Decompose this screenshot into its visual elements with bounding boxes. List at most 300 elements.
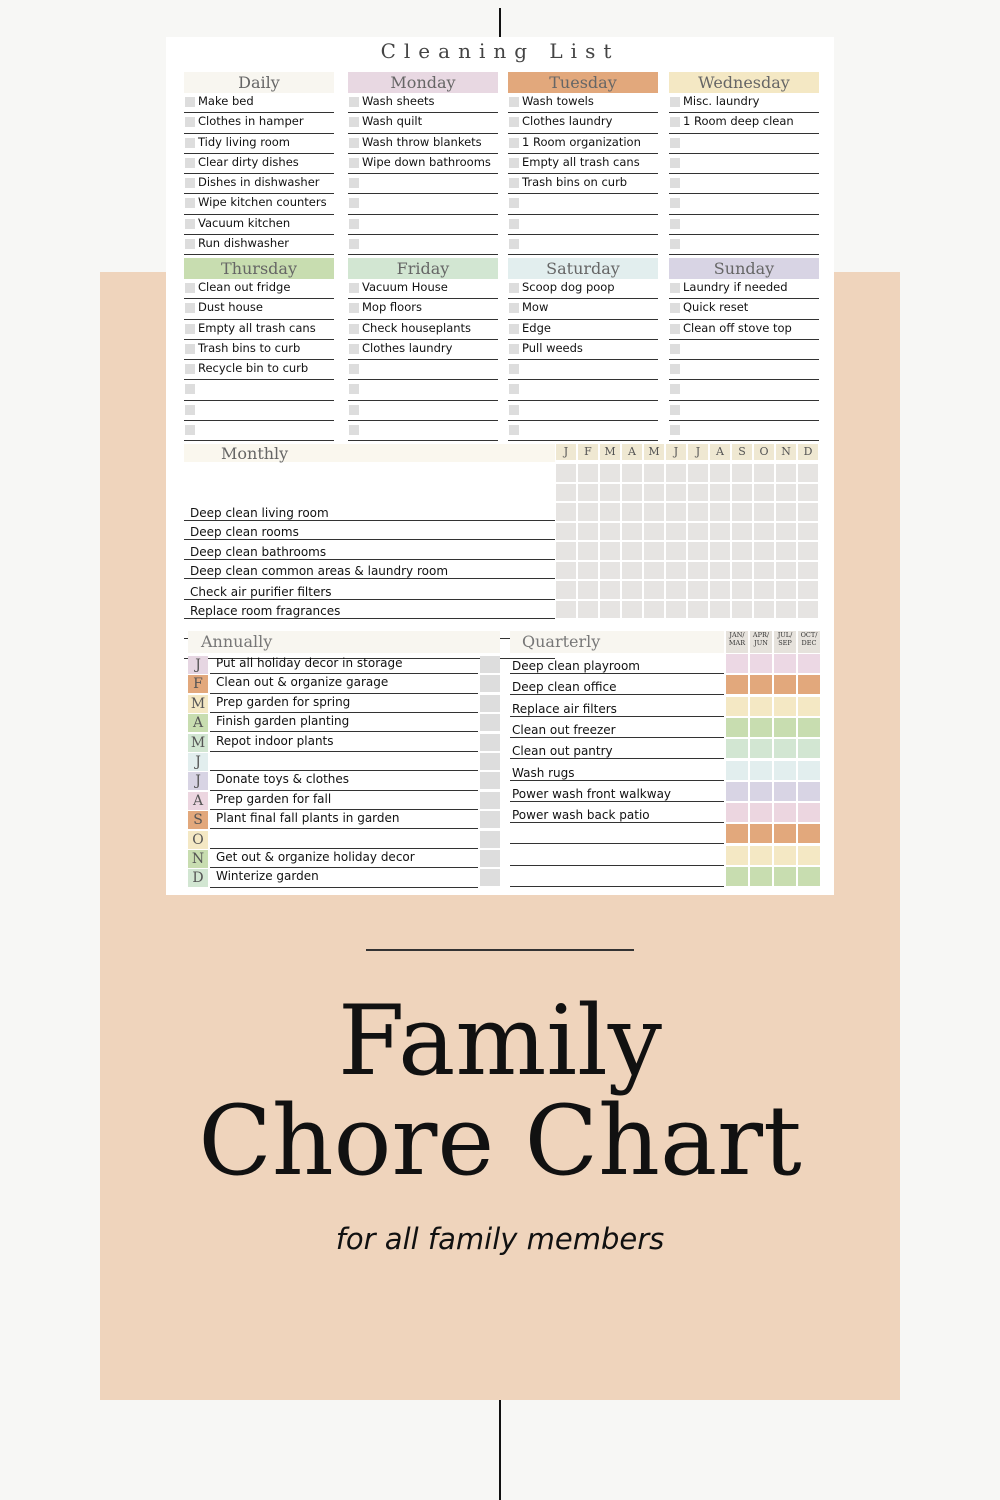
task-checkbox[interactable] [349,425,359,435]
task-checkbox[interactable] [509,425,519,435]
monthly-check-cell[interactable] [710,503,730,521]
quarterly-check-cell[interactable] [726,867,748,886]
monthly-task-row [184,581,555,600]
quarterly-check-cell[interactable] [798,803,820,822]
quarterly-check-cell[interactable] [774,761,796,780]
task-checkbox[interactable] [185,324,195,334]
sheet-title: Cleaning List [380,39,620,63]
monthly-check-cell[interactable] [666,601,686,619]
task-checkbox[interactable] [670,239,680,249]
monthly-check-cell[interactable] [556,601,576,619]
month-header: D [798,444,818,460]
monthly-check-cell[interactable] [776,581,796,599]
monthly-check-cell[interactable] [754,581,774,599]
quarterly-task-row [510,781,724,802]
quarterly-check-cell[interactable] [726,739,748,758]
task-checkbox[interactable] [509,198,519,208]
quarter-header-bottom: SEP [778,639,792,647]
monthly-task-row [184,521,555,540]
quarterly-check-cell[interactable] [750,867,772,886]
monthly-check-cell[interactable] [556,581,576,599]
monthly-check-cell[interactable] [710,464,730,482]
quarter-header-top: OCT/ [800,631,818,639]
quarterly-task-row [510,738,724,759]
monthly-check-cell[interactable] [556,484,576,502]
monthly-check-cell[interactable] [622,503,642,521]
task-row [184,154,334,174]
annual-task-row [188,655,478,674]
monthly-check-cell[interactable] [798,503,818,521]
quarterly-task-label: Deep clean playroom [512,659,640,673]
monthly-check-cell[interactable] [644,601,664,619]
annual-checkbox[interactable] [480,714,500,731]
monthly-check-cell[interactable] [578,601,598,619]
annual-task-row [188,810,478,829]
monthly-check-cell[interactable] [710,562,730,580]
monthly-check-cell[interactable] [776,523,796,541]
monthly-task-label: Deep clean living room [190,506,329,520]
task-checkbox[interactable] [185,97,195,107]
monthly-check-cell[interactable] [578,464,598,482]
monthly-check-cell[interactable] [688,581,708,599]
monthly-check-cell[interactable] [732,562,752,580]
monthly-check-cell[interactable] [732,523,752,541]
task-checkbox[interactable] [670,97,680,107]
task-row [669,154,819,174]
quarterly-task-label: Clean out freezer [512,722,616,737]
task-checkbox[interactable] [349,239,359,249]
monthly-check-cell[interactable] [798,484,818,502]
task-checkbox[interactable] [349,405,359,415]
monthly-check-cell[interactable] [754,464,774,482]
monthly-check-cell[interactable] [578,484,598,502]
monthly-check-cell[interactable] [644,464,664,482]
task-label: Clean out fridge [198,280,291,294]
monthly-check-cell[interactable] [556,503,576,521]
task-row [348,299,498,319]
monthly-check-cell[interactable] [688,484,708,502]
annual-task-label: Winterize garden [216,869,319,884]
monthly-check-cell[interactable] [732,484,752,502]
monthly-check-cell[interactable] [732,464,752,482]
annual-task-label: Repot indoor plants [216,733,334,748]
quarterly-check-cell[interactable] [798,654,820,673]
monthly-check-cell[interactable] [578,523,598,541]
task-checkbox[interactable] [670,303,680,313]
task-row [184,174,334,194]
month-header: F [578,444,598,460]
task-checkbox[interactable] [349,364,359,374]
monthly-check-cell[interactable] [688,464,708,482]
annual-checkbox[interactable] [480,695,500,712]
task-checkbox[interactable] [670,364,680,374]
quarterly-check-cell[interactable] [774,803,796,822]
monthly-check-cell[interactable] [710,601,730,619]
quarterly-check-cell[interactable] [726,846,748,865]
monthly-check-cell[interactable] [798,601,818,619]
month-header: M [644,444,664,460]
monthly-check-cell[interactable] [688,523,708,541]
task-checkbox[interactable] [349,324,359,334]
monthly-check-cell[interactable] [754,484,774,502]
quarterly-check-cell[interactable] [726,761,748,780]
quarterly-check-cell[interactable] [798,718,820,737]
task-label: Run dishwasher [198,236,290,251]
task-checkbox[interactable] [670,117,680,127]
task-checkbox[interactable] [509,344,519,354]
quarterly-check-cell[interactable] [774,782,796,801]
quarterly-check-cell[interactable] [726,824,748,843]
task-row [348,93,498,113]
monthly-check-cell[interactable] [688,503,708,521]
quarterly-check-cell[interactable] [798,697,820,716]
quarterly-check-cell[interactable] [750,782,772,801]
quarterly-task-row [510,802,724,823]
monthly-check-cell[interactable] [644,562,664,580]
task-checkbox[interactable] [670,158,680,168]
task-checkbox[interactable] [670,384,680,394]
task-row [348,279,498,299]
annual-month-letter: J [188,656,208,674]
quarterly-check-cell[interactable] [774,654,796,673]
task-checkbox[interactable] [349,97,359,107]
annual-task-label: Clean out & organize garage [216,675,389,690]
monthly-check-cell[interactable] [556,523,576,541]
monthly-check-cell[interactable] [622,523,642,541]
month-header: A [710,444,730,460]
annual-checkbox[interactable] [480,792,500,809]
monthly-check-cell[interactable] [556,562,576,580]
quarterly-check-cell[interactable] [798,867,820,886]
task-checkbox[interactable] [185,425,195,435]
monthly-check-cell[interactable] [776,503,796,521]
task-label: Edge [522,320,551,335]
monthly-check-cell[interactable] [556,542,576,560]
monthly-check-cell[interactable] [600,562,620,580]
quarterly-check-cell[interactable] [750,654,772,673]
task-row [184,235,334,255]
day-header: Monday [348,72,498,93]
task-checkbox[interactable] [185,198,195,208]
task-row [184,215,334,235]
task-checkbox[interactable] [185,138,195,148]
task-row [508,215,658,235]
quarterly-check-cell[interactable] [750,675,772,694]
task-row [669,134,819,154]
task-row [508,235,658,255]
quarter-column-header [750,631,772,653]
annual-checkbox[interactable] [480,850,500,867]
annual-checkbox[interactable] [480,753,500,770]
quarterly-task-label: Power wash back patio [512,808,650,823]
quarterly-check-cell[interactable] [726,718,748,737]
monthly-check-cell[interactable] [732,581,752,599]
quarterly-task-row [510,717,724,738]
task-checkbox[interactable] [349,117,359,127]
task-checkbox[interactable] [185,158,195,168]
task-checkbox[interactable] [509,138,519,148]
task-row [508,154,658,174]
monthly-check-cell[interactable] [622,484,642,502]
annual-month-letter: O [188,831,208,849]
monthly-check-cell[interactable] [710,484,730,502]
quarterly-check-cell[interactable] [774,739,796,758]
monthly-check-cell[interactable] [666,562,686,580]
task-checkbox[interactable] [509,303,519,313]
task-row [669,401,819,421]
task-checkbox[interactable] [185,405,195,415]
task-checkbox[interactable] [670,425,680,435]
task-row [508,320,658,340]
monthly-check-cell[interactable] [644,503,664,521]
task-checkbox[interactable] [670,283,680,293]
monthly-check-cell[interactable] [622,601,642,619]
monthly-check-cell[interactable] [710,581,730,599]
task-checkbox[interactable] [349,138,359,148]
annual-checkbox[interactable] [480,734,500,751]
task-checkbox[interactable] [509,384,519,394]
annually-title: Annually [201,632,273,651]
day-column-sunday [669,258,819,441]
monthly-check-cell[interactable] [732,601,752,619]
task-checkbox[interactable] [509,158,519,168]
task-row [669,320,819,340]
task-checkbox[interactable] [670,219,680,229]
quarter-column-header [774,631,796,653]
task-checkbox[interactable] [670,405,680,415]
annual-task-label: Donate toys & clothes [216,772,350,787]
monthly-check-cell[interactable] [644,484,664,502]
monthly-check-cell[interactable] [798,581,818,599]
task-label: Scoop dog poop [522,280,615,294]
monthly-check-cell[interactable] [710,523,730,541]
annual-month-letter: F [188,675,208,693]
monthly-check-cell[interactable] [798,562,818,580]
monthly-check-cell[interactable] [754,523,774,541]
annual-checkbox[interactable] [480,656,500,673]
monthly-check-cell[interactable] [600,542,620,560]
monthly-check-cell[interactable] [578,542,598,560]
monthly-check-cell[interactable] [600,581,620,599]
quarterly-check-cell[interactable] [726,697,748,716]
monthly-check-cell[interactable] [776,562,796,580]
task-row [184,194,334,214]
monthly-check-cell[interactable] [600,503,620,521]
task-checkbox[interactable] [670,178,680,188]
quarterly-check-cell[interactable] [750,761,772,780]
monthly-check-cell[interactable] [600,464,620,482]
task-checkbox[interactable] [509,405,519,415]
task-row [348,360,498,380]
task-checkbox[interactable] [509,178,519,188]
monthly-check-cell[interactable] [600,484,620,502]
monthly-check-cell[interactable] [688,542,708,560]
task-checkbox[interactable] [509,364,519,374]
task-checkbox[interactable] [185,364,195,374]
monthly-check-cell[interactable] [600,601,620,619]
monthly-check-cell[interactable] [622,464,642,482]
quarterly-check-cell[interactable] [798,761,820,780]
annual-checkbox[interactable] [480,811,500,828]
task-checkbox[interactable] [185,239,195,249]
task-checkbox[interactable] [349,219,359,229]
monthly-check-cell[interactable] [798,542,818,560]
day-header: Tuesday [508,72,658,93]
quarterly-check-cell[interactable] [726,782,748,801]
monthly-check-cell[interactable] [644,523,664,541]
annual-checkbox[interactable] [480,869,500,886]
monthly-check-cell[interactable] [644,581,664,599]
task-checkbox[interactable] [509,324,519,334]
quarterly-check-cell[interactable] [798,739,820,758]
quarterly-check-cell[interactable] [798,782,820,801]
task-label: Wash sheets [362,94,435,108]
quarterly-check-cell[interactable] [750,846,772,865]
task-checkbox[interactable] [670,344,680,354]
monthly-check-cell[interactable] [622,581,642,599]
monthly-check-cell[interactable] [754,562,774,580]
monthly-check-cell[interactable] [754,542,774,560]
quarterly-check-cell[interactable] [774,718,796,737]
monthly-check-cell[interactable] [666,581,686,599]
monthly-check-cell[interactable] [644,542,664,560]
task-checkbox[interactable] [349,158,359,168]
task-row [508,340,658,360]
task-checkbox[interactable] [349,384,359,394]
task-label: Wash towels [522,94,594,108]
monthly-check-cell[interactable] [688,601,708,619]
annual-month-letter: J [188,753,208,771]
annual-task-row [188,830,478,849]
task-checkbox[interactable] [349,283,359,293]
task-checkbox[interactable] [509,239,519,249]
monthly-check-cell[interactable] [776,601,796,619]
task-label: Dust house [198,300,263,315]
task-checkbox[interactable] [185,178,195,188]
monthly-check-cell[interactable] [666,464,686,482]
quarterly-check-cell[interactable] [726,654,748,673]
task-checkbox[interactable] [185,283,195,293]
quarterly-check-cell[interactable] [726,675,748,694]
task-checkbox[interactable] [670,138,680,148]
task-label: Trash bins to curb [198,340,301,355]
quarter-column-header [726,631,748,653]
task-checkbox[interactable] [509,219,519,229]
quarterly-check-cell[interactable] [774,697,796,716]
task-checkbox[interactable] [509,97,519,107]
annual-checkbox[interactable] [480,675,500,692]
annual-checkbox[interactable] [480,772,500,789]
task-row [508,421,658,441]
monthly-check-cell[interactable] [666,484,686,502]
quarterly-check-cell[interactable] [798,846,820,865]
task-checkbox[interactable] [349,303,359,313]
task-label: Dishes in dishwasher [198,175,320,190]
monthly-check-cell[interactable] [754,503,774,521]
task-checkbox[interactable] [185,303,195,313]
quarterly-check-cell[interactable] [750,824,772,843]
quarter-header-top: JUL/ [777,631,793,639]
task-checkbox[interactable] [349,344,359,354]
monthly-check-cell[interactable] [622,542,642,560]
monthly-check-cell[interactable] [622,562,642,580]
task-row [508,113,658,133]
monthly-check-cell[interactable] [710,542,730,560]
monthly-check-cell[interactable] [798,523,818,541]
quarterly-check-cell[interactable] [774,675,796,694]
monthly-check-cell[interactable] [798,464,818,482]
quarterly-check-cell[interactable] [798,675,820,694]
task-row [184,134,334,154]
task-checkbox[interactable] [670,198,680,208]
quarterly-check-cell[interactable] [798,824,820,843]
task-checkbox[interactable] [185,384,195,394]
monthly-check-cell[interactable] [732,503,752,521]
annual-month-letter: A [188,792,208,810]
monthly-check-cell[interactable] [578,581,598,599]
task-row [508,279,658,299]
task-label: Empty all trash cans [198,320,316,335]
annual-task-label: Prep garden for fall [216,791,332,806]
annual-month-letter: N [188,850,208,868]
monthly-check-cell[interactable] [776,542,796,560]
quarter-header-top: APR/ [752,631,770,639]
monthly-check-cell[interactable] [578,503,598,521]
quarterly-check-cell[interactable] [750,803,772,822]
task-checkbox[interactable] [509,283,519,293]
task-checkbox[interactable] [185,219,195,229]
task-row [669,360,819,380]
quarterly-check-cell[interactable] [726,803,748,822]
quarterly-task-label: Power wash front walkway [512,786,672,801]
task-checkbox[interactable] [509,117,519,127]
task-label: Clothes laundry [362,340,453,355]
monthly-check-cell[interactable] [754,601,774,619]
task-checkbox[interactable] [185,117,195,127]
quarterly-check-cell[interactable] [774,867,796,886]
task-row [184,360,334,380]
monthly-check-cell[interactable] [666,503,686,521]
monthly-check-cell[interactable] [666,542,686,560]
annual-month-letter: A [188,714,208,732]
annually-header [188,631,500,653]
annual-checkbox[interactable] [480,831,500,848]
task-label: Check houseplants [362,320,472,335]
monthly-check-cell[interactable] [688,562,708,580]
monthly-check-cell[interactable] [776,484,796,502]
task-checkbox[interactable] [349,198,359,208]
task-row [669,380,819,400]
quarterly-check-cell[interactable] [750,718,772,737]
quarterly-check-cell[interactable] [750,697,772,716]
quarterly-check-cell[interactable] [750,739,772,758]
monthly-check-cell[interactable] [578,562,598,580]
headline-line-2: Chore Chart [198,1085,802,1197]
task-row [348,235,498,255]
month-header: O [754,444,774,460]
quarterly-task-label: Wash rugs [512,765,575,780]
monthly-check-cell[interactable] [600,523,620,541]
monthly-check-cell[interactable] [666,523,686,541]
monthly-check-cell[interactable] [776,464,796,482]
quarterly-check-cell[interactable] [774,846,796,865]
quarterly-check-cell[interactable] [774,824,796,843]
task-checkbox[interactable] [185,344,195,354]
monthly-check-cell[interactable] [556,464,576,482]
monthly-check-cell[interactable] [732,542,752,560]
task-checkbox[interactable] [670,324,680,334]
task-checkbox[interactable] [349,178,359,188]
